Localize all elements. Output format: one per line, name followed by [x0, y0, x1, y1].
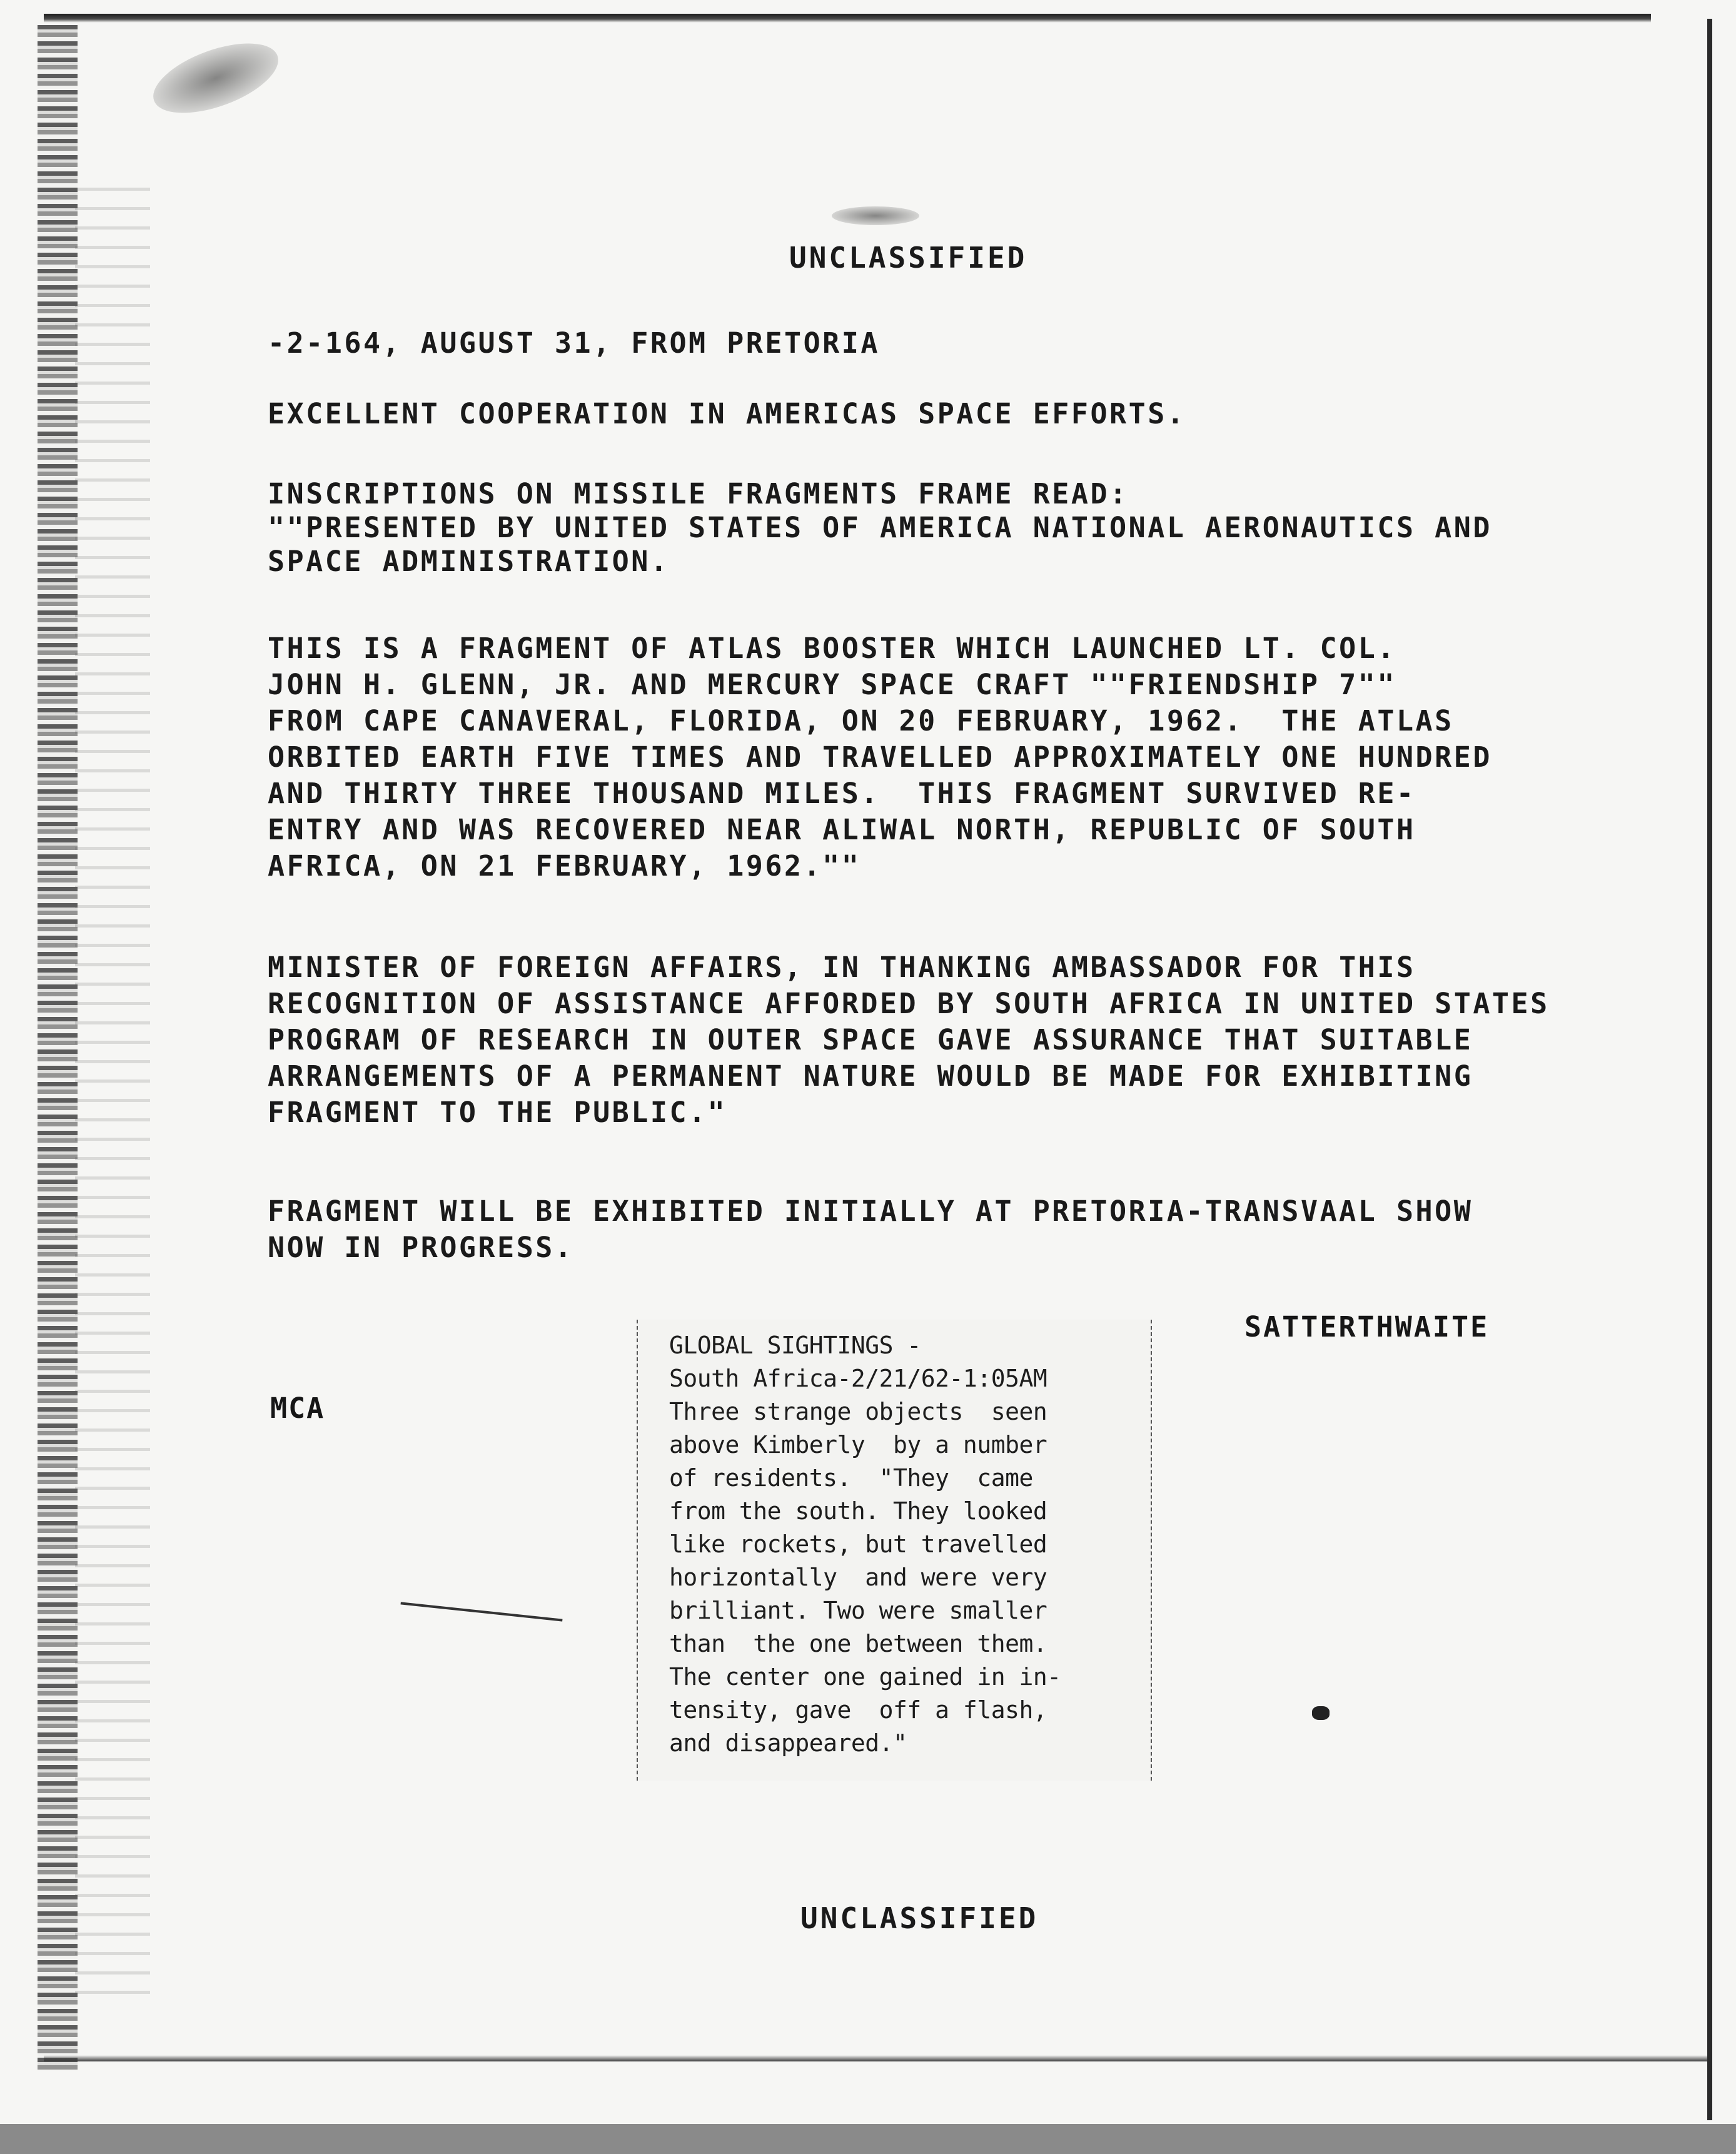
clipping-text-line: tensity, gave off a flash,	[669, 1696, 1047, 1724]
signature: SATTERTHWAITE	[1244, 1310, 1490, 1343]
paragraph-line: THIS IS A FRAGMENT OF ATLAS BOOSTER WHICH LAUNCHED LT. COL.	[268, 632, 1396, 665]
clipping-text-line: brilliant. Two were smaller	[669, 1597, 1047, 1624]
scan-right-edge	[1707, 19, 1712, 2120]
paragraph-line: JOHN H. GLENN, JR. AND MERCURY SPACE CRAFT ""FRIENDSHIP 7""	[268, 668, 1396, 701]
paragraph-line: INSCRIPTIONS ON MISSILE FRAGMENTS FRAME READ:	[268, 477, 1129, 510]
clipping-text-line: from the south. They looked	[669, 1497, 1047, 1525]
paragraph-line: ENTRY AND WAS RECOVERED NEAR ALIWAL NORTH, REPUBLIC OF SOUTH	[268, 813, 1416, 846]
paragraph-line: EXCELLENT COOPERATION IN AMERICAS SPACE EFFORTS.	[268, 397, 1186, 430]
paragraph-line: ""PRESENTED BY UNITED STATES OF AMERICA NATIONAL AERONAUTICS AND	[268, 511, 1492, 544]
clipping-text-line: than the one between them.	[669, 1630, 1047, 1657]
clipping-dateline: South Africa-2/21/62-1:05AM	[669, 1365, 1047, 1392]
ink-smudge	[832, 206, 919, 225]
clipping-text-line: Three strange objects seen	[669, 1398, 1047, 1425]
initials: MCA	[270, 1392, 325, 1425]
clipping-text-line: above Kimberly by a number	[669, 1431, 1047, 1459]
scan-top-edge	[44, 14, 1651, 23]
clipping-headline: GLOBAL SIGHTINGS -	[669, 1332, 921, 1359]
ink-smudge	[144, 29, 287, 127]
pen-stroke-mark	[401, 1602, 563, 1621]
paragraph-line: PROGRAM OF RESEARCH IN OUTER SPACE GAVE ASSURANCE THAT SUITABLE	[268, 1023, 1473, 1056]
paragraph-line: ARRANGEMENTS OF A PERMANENT NATURE WOULD BE MADE FOR EXHIBITING	[268, 1059, 1473, 1093]
newspaper-clipping	[637, 1320, 1152, 1781]
message-header-line: -2-164, AUGUST 31, FROM PRETORIA	[268, 326, 880, 360]
clipping-text-line: like rockets, but travelled	[669, 1530, 1047, 1558]
paragraph-line: SPACE ADMINISTRATION.	[268, 545, 670, 578]
classification-marking-bottom: UNCLASSIFIED	[800, 1901, 1039, 1935]
ink-dot-mark	[1312, 1706, 1330, 1720]
clipping-text-line: of residents. "They came	[669, 1464, 1033, 1492]
clipping-text-line: The center one gained in in-	[669, 1663, 1061, 1691]
paragraph-line: AND THIRTY THREE THOUSAND MILES. THIS FRAGMENT SURVIVED RE-	[268, 777, 1416, 810]
paragraph-line: FRAGMENT WILL BE EXHIBITED INITIALLY AT PRETORIA-TRANSVAAL SHOW	[268, 1195, 1473, 1228]
scan-bottom-edge	[44, 2055, 1707, 2061]
scan-left-noise	[75, 188, 150, 2001]
classification-marking-top: UNCLASSIFIED	[789, 241, 1027, 275]
scan-bottom-band	[0, 2124, 1736, 2154]
clipping-text-line: horizontally and were very	[669, 1564, 1047, 1591]
clipping-text-line: and disappeared."	[669, 1729, 907, 1757]
paragraph-line: ORBITED EARTH FIVE TIMES AND TRAVELLED APPROXIMATELY ONE HUNDRED	[268, 741, 1492, 774]
paragraph-line: RECOGNITION OF ASSISTANCE AFFORDED BY SOUTH AFRICA IN UNITED STATES	[268, 987, 1550, 1020]
paragraph-line: FRAGMENT TO THE PUBLIC."	[268, 1096, 727, 1129]
paragraph-line: FROM CAPE CANAVERAL, FLORIDA, ON 20 FEBRUARY, 1962. THE ATLAS	[268, 704, 1454, 737]
paragraph-line: MINISTER OF FOREIGN AFFAIRS, IN THANKING AMBASSADOR FOR THIS	[268, 951, 1416, 984]
scan-left-edge	[38, 25, 78, 2070]
paragraph-line: AFRICA, ON 21 FEBRUARY, 1962.""	[268, 849, 861, 882]
paragraph-line: NOW IN PROGRESS.	[268, 1231, 574, 1264]
